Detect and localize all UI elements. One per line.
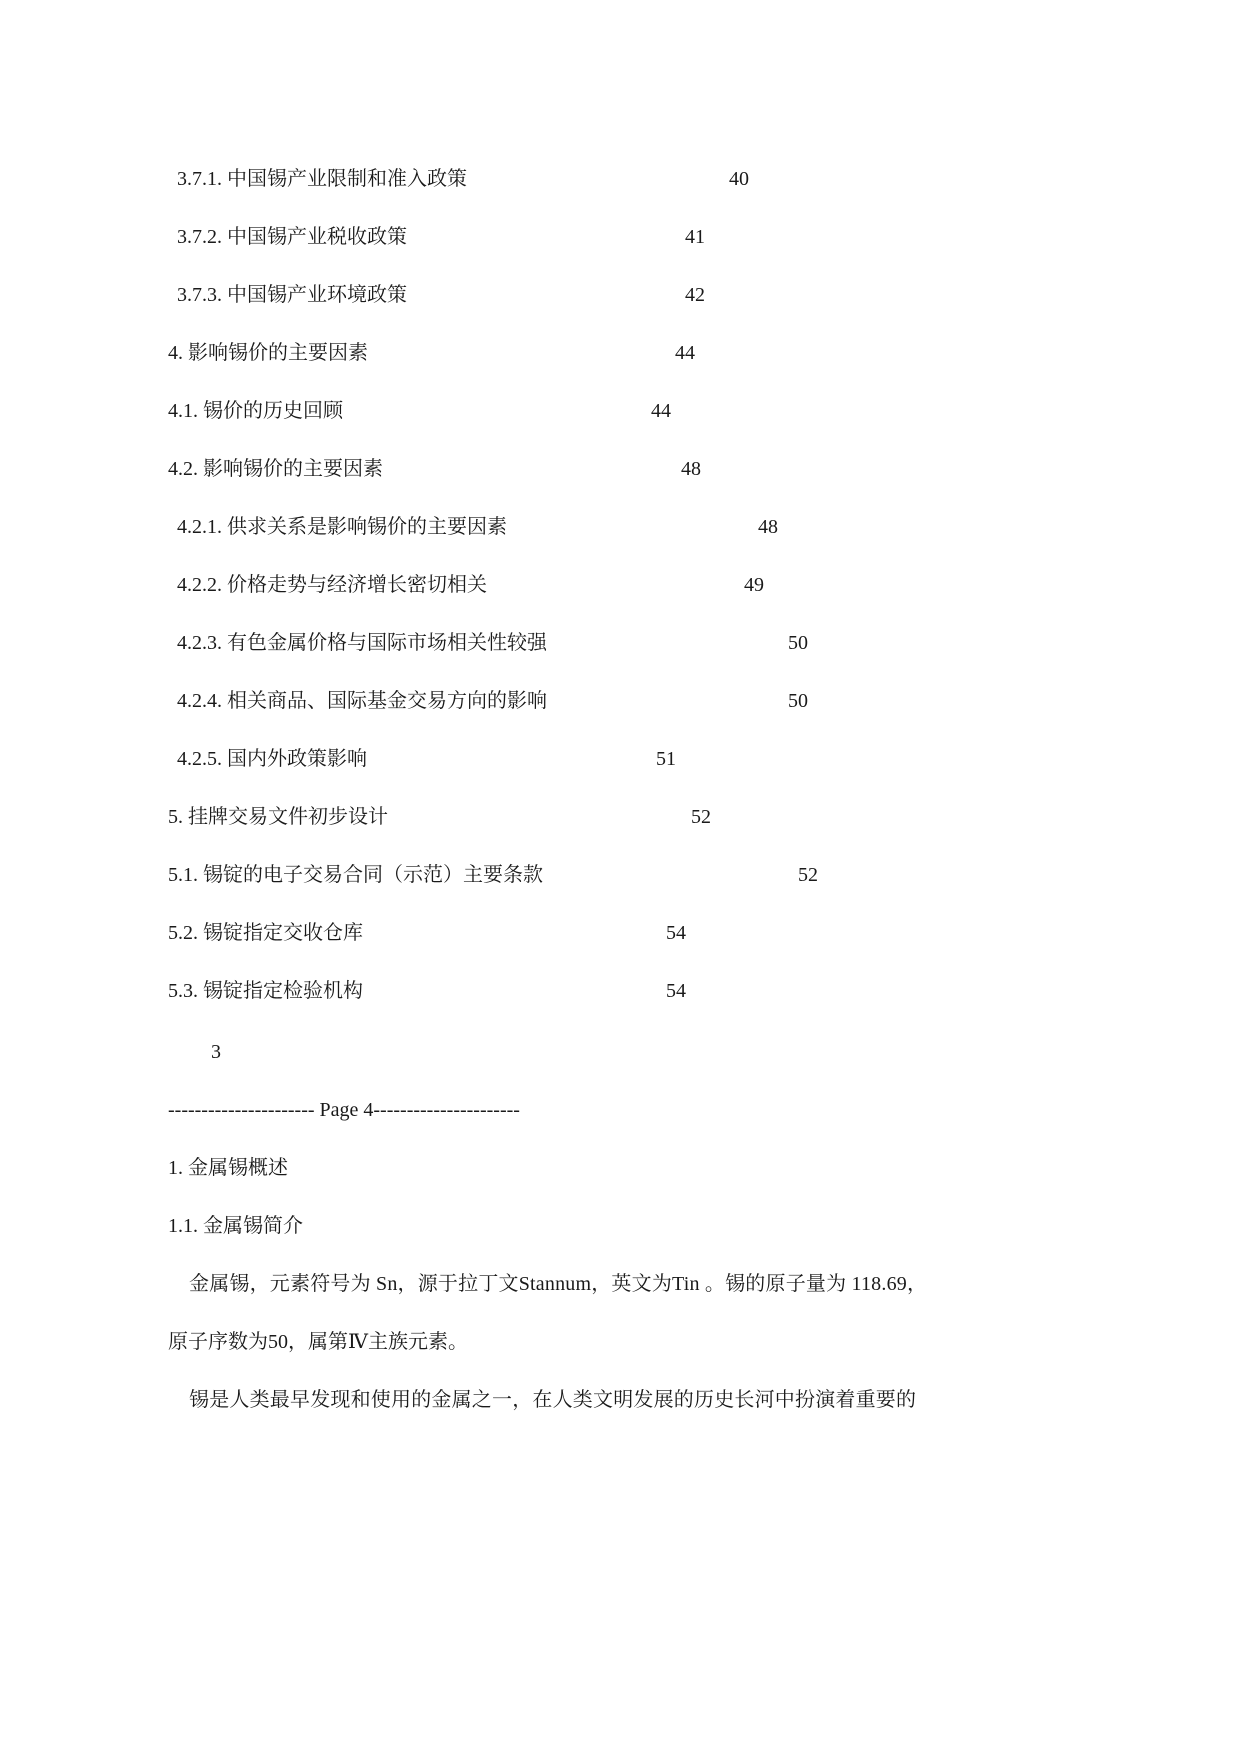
toc-entry-label: 4.2.3. 有色金属价格与国际市场相关性较强 [177,632,547,654]
page-number: 3 [211,1041,221,1063]
toc-entry-page: 48 [758,516,778,538]
toc-entry-page: 52 [798,864,818,886]
toc-entry-label: 4.1. 锡价的历史回顾 [168,400,343,422]
toc-entry-label: 5.2. 锡锭指定交收仓库 [168,922,363,944]
section-heading: 1. 金属锡概述 [168,1157,288,1179]
toc-entry-label: 5. 挂牌交易文件初步设计 [168,806,388,828]
toc-entry-page: 40 [729,168,749,190]
toc-entry-label: 4.2.1. 供求关系是影响锡价的主要因素 [177,516,507,538]
toc-entry-label: 4.2. 影响锡价的主要因素 [168,458,383,480]
toc-entry-page: 50 [788,690,808,712]
toc-entry-page: 42 [685,284,705,306]
toc-entry-label: 4.2.5. 国内外政策影响 [177,748,367,770]
toc-entry-page: 49 [744,574,764,596]
toc-entry-label: 3.7.1. 中国锡产业限制和准入政策 [177,168,467,190]
toc-entry-page: 41 [685,226,705,248]
toc-entry-label: 5.1. 锡锭的电子交易合同（示范）主要条款 [168,864,543,886]
toc-entry-page: 50 [788,632,808,654]
toc-entry-label: 3.7.3. 中国锡产业环境政策 [177,284,407,306]
toc-entry-page: 48 [681,458,701,480]
toc-entry-label: 5.3. 锡锭指定检验机构 [168,980,363,1002]
toc-entry-label: 3.7.2. 中国锡产业税收政策 [177,226,407,248]
toc-entry-page: 44 [651,400,671,422]
toc-entry-label: 4.2.4. 相关商品、国际基金交易方向的影响 [177,690,547,712]
toc-entry-page: 44 [675,342,695,364]
toc-entry-page: 52 [691,806,711,828]
body-paragraph: 金属锡，元素符号为 Sn，源于拉丁文Stannum，英文为Tin 。锡的原子量为 118.69， [189,1273,928,1295]
toc-entry-page: 51 [656,748,676,770]
body-paragraph: 锡是人类最早发现和使用的金属之一，在人类文明发展的历史长河中扮演着重要的 [189,1389,917,1411]
subsection-heading: 1.1. 金属锡简介 [168,1215,303,1237]
body-paragraph-continuation: 原子序数为50，属第Ⅳ主族元素。 [168,1331,468,1353]
toc-entry-label: 4. 影响锡价的主要因素 [168,342,368,364]
toc-entry-page: 54 [666,922,686,944]
page-separator: ---------------------- Page 4---------------------- [168,1099,520,1121]
toc-entry-label: 4.2.2. 价格走势与经济增长密切相关 [177,574,487,596]
toc-entry-page: 54 [666,980,686,1002]
